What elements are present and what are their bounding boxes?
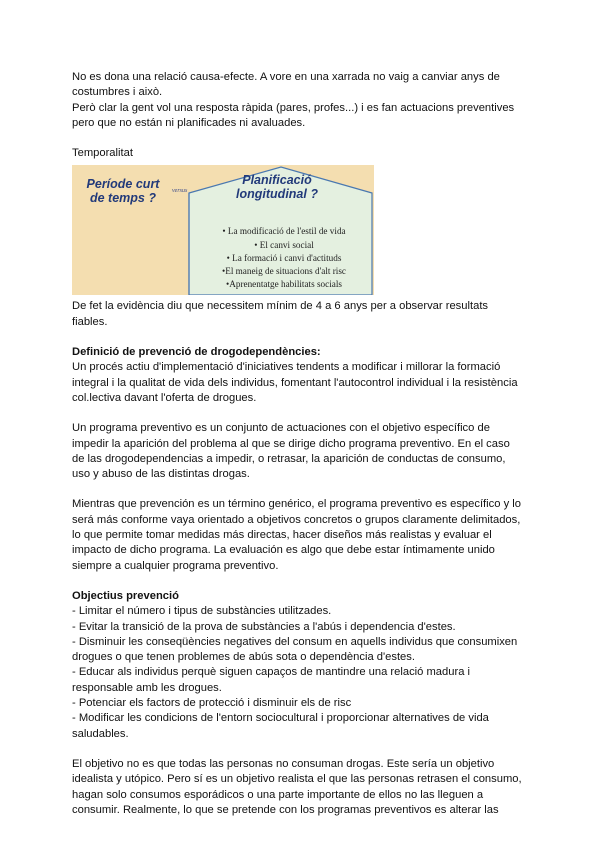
paragraph-mientras: Mientras que prevención es un término genérico, el programa preventivo es específico y lo será más conforme vaya orientado a objetivos concretos o grupos claramente delimitados, lo que permite tomar medidas más directas, hacer diseños más realistas y evaluar el impacto de dicho programa. La evaluación es algo que debe estar íntimamente unido siempre a cualquier programa preventivo.	[72, 498, 521, 572]
paragraph-evidencia: De fet la evidència diu que necessitem mínim de 4 a 6 anys per a observar resultats fiables.	[72, 300, 489, 328]
figure-left-title: Període curt de temps ?	[86, 177, 160, 206]
objectiu-item: - Disminuir les conseqüències negatives del consum en aquells individus que consumixen drogues o que tenen problemes de abús sota o dependència d'estes.	[72, 635, 518, 664]
paragraph-causa-efecte: No es dona una relació causa-efecte. A vore en una xarrada no vaig a canviar anys de costumbres i això.	[72, 71, 500, 99]
figure-item: •El maneig de situacions d'alt risc	[221, 266, 347, 277]
figure-item: •Aprenentatge habilitats socials	[226, 279, 342, 290]
objectiu-item: - Educar als individus perquè siguen capaços de mantindre una relació madura i responsable amb les drogues.	[72, 666, 471, 694]
document-page	[72, 70, 522, 818]
objectius-heading: Objectius prevenció	[72, 589, 179, 602]
figure-item: • La formació i canvi d'actituds	[226, 252, 342, 263]
figure-versus-label: versus	[172, 188, 188, 195]
definition-text: Un procés actiu d'implementació d'iniciatives tendents a modificar i millorar la formació integral i la qualitat de vida dels individus, fomentant l'autocontrol individual i la resistència col.lectiva davant l'oferta de drogues.	[72, 361, 518, 404]
objectiu-item: - Modificar les condicions de l'entorn sociocultural i proporcionar alternatives de vida saludables.	[72, 712, 489, 740]
figure-item: • El canvi social	[254, 239, 314, 250]
paragraph-final: El objetivo no es que todas las personas no consuman drogas. Este sería un objetivo idealista y utópico. Pero sí es un objetivo realista el que las personas retrasen el consumo, hagan solo consumos esporádicos o una parte importante de ellos no las lleguen a consumir. Realmente, lo que se pretende con los programas preventivos es alterar las	[72, 757, 522, 816]
objectiu-item: - Potenciar els factors de protecció i disminuir els de risc	[72, 697, 352, 710]
paragraph-programa: Un programa preventivo es un conjunto de actuaciones con el objetivo específico de impedir la aparición del problema al que se dirige dicho programa preventivo. En el caso de las drogodependencias a impedir, o retrasar, la aparición de conductas de consumo, uso y abuso de las distintas drogas.	[72, 422, 510, 481]
temporalitat-figure	[72, 165, 374, 295]
definition-heading: Definició de prevenció de drogodependències:	[72, 346, 321, 359]
figure-right-title: Planificació longitudinal ?	[236, 173, 318, 202]
temporalitat-label: Temporalitat	[72, 147, 133, 160]
objectiu-item: - Evitar la transició de la prova de substàncies a l'abús i dependencia d'estes.	[72, 620, 456, 633]
objectiu-item: - Limitar el número i tipus de substàncies utilitzades.	[72, 605, 332, 618]
figure-item-list	[200, 225, 368, 291]
figure-item: • La modificació de l'estil de vida	[222, 226, 346, 237]
paragraph-resposta-rapida: Però clar la gent vol una resposta ràpida (pares, profes...) i es fan actuacions preventives pero que no están ni planificades ni avaluades.	[72, 101, 515, 129]
